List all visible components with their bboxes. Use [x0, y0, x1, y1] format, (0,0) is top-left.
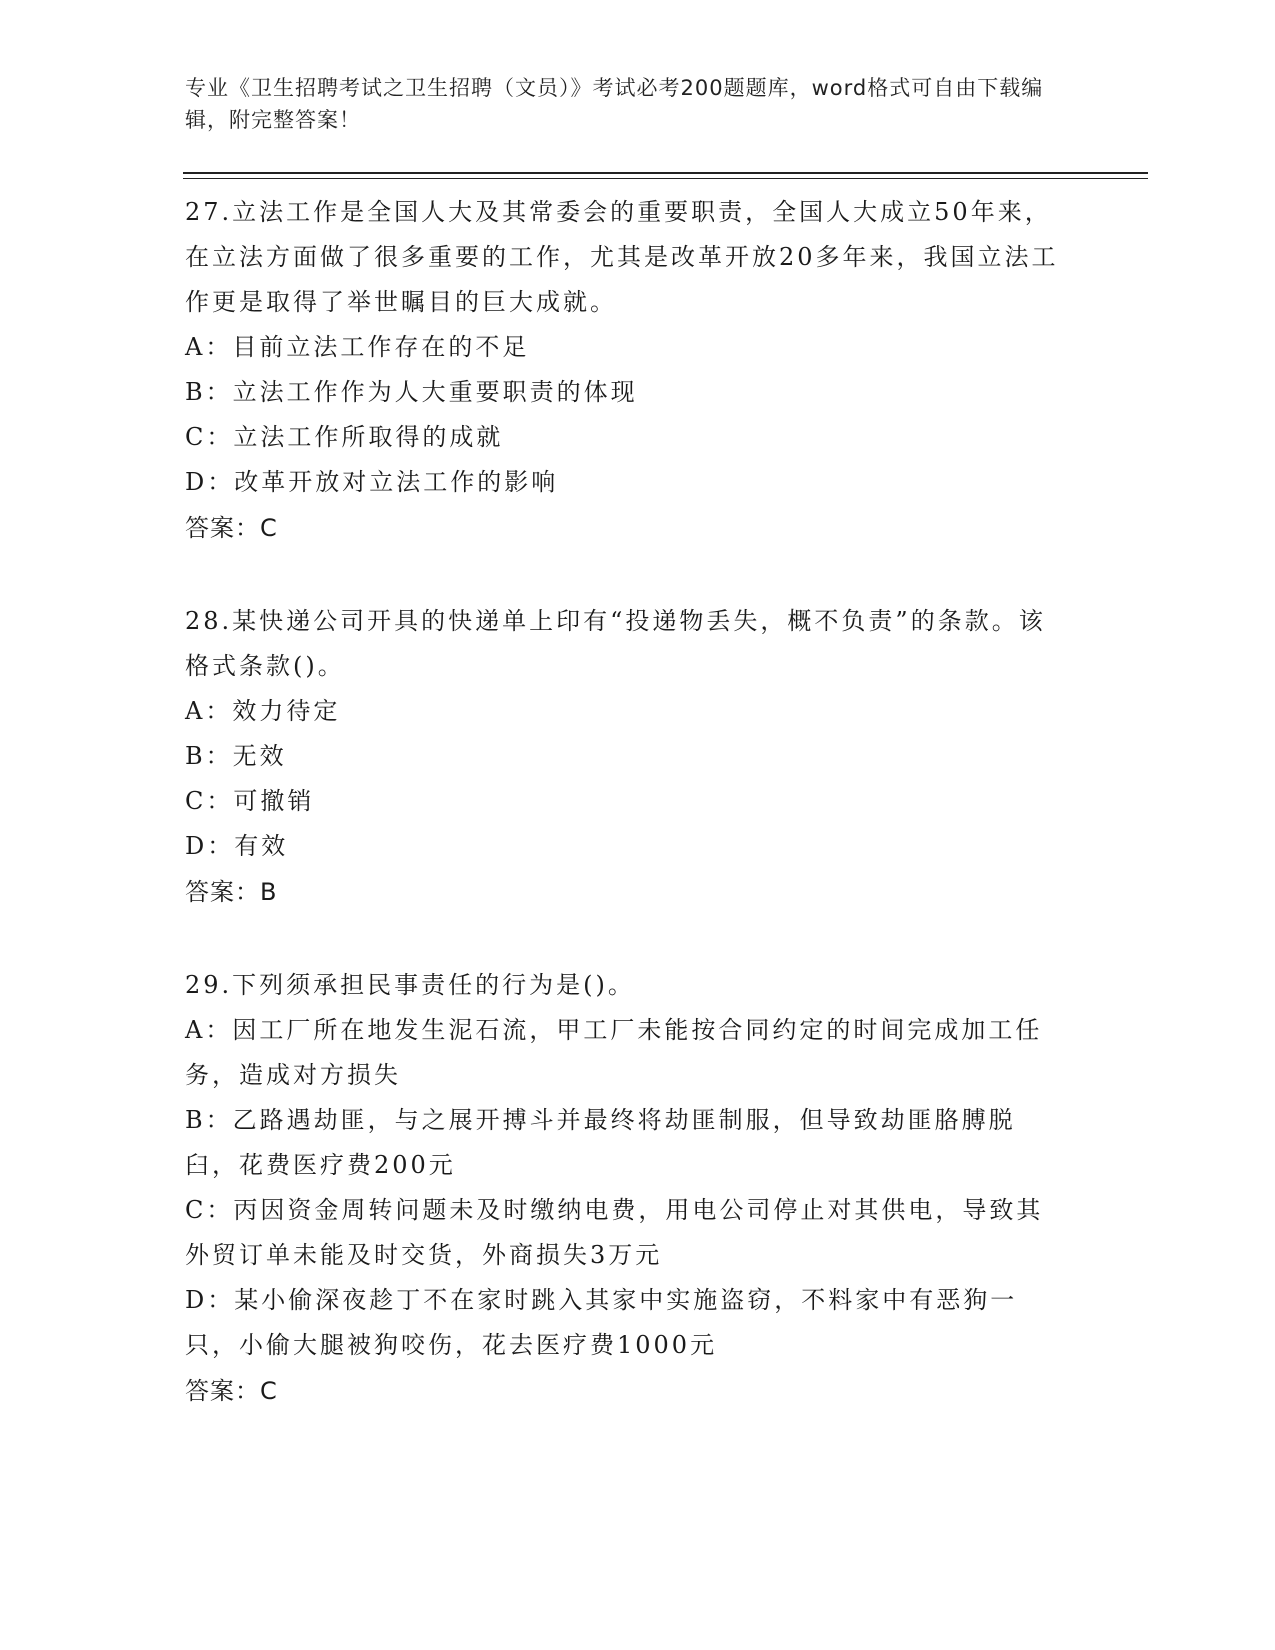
- question-stem: 29.下列须承担民事责任的行为是()。: [185, 971, 635, 999]
- option-c: C：立法工作所取得的成就: [185, 423, 504, 451]
- question-list: [185, 190, 1065, 1414]
- option-a: A：因工厂所在地发生泥石流，甲工厂未能按合同约定的时间完成加工任务，造成对方损失: [185, 1016, 1043, 1089]
- option-d: D：改革开放对立法工作的影响: [185, 468, 559, 496]
- question-27: [185, 190, 1065, 551]
- option-b: B：立法工作作为人大重要职责的体现: [185, 378, 638, 406]
- option-b: B：无效: [185, 742, 287, 770]
- document-header-intro: 专业《卫生招聘考试之卫生招聘（文员）》考试必考200题题库，word格式可自由下载编辑，附完整答案！: [185, 76, 1044, 132]
- option-a: A：目前立法工作存在的不足: [185, 333, 530, 361]
- option-b: B：乙路遇劫匪，与之展开搏斗并最终将劫匪制服，但导致劫匪胳膊脱臼，花费医疗费200元: [185, 1106, 1016, 1179]
- option-d: D：有效: [185, 832, 289, 860]
- answer-line: 答案：C: [185, 1377, 278, 1405]
- answer-line: 答案：C: [185, 514, 278, 542]
- question-stem: 27.立法工作是全国人大及其常委会的重要职责，全国人大成立50年来，在立法方面做了很多重要的工作，尤其是改革开放20多年来，我国立法工作更是取得了举世瞩目的巨大成就。: [185, 198, 1059, 316]
- question-stem: 28.某快递公司开具的快递单上印有“投递物丢失，概不负责”的条款。该格式条款()。: [185, 607, 1046, 680]
- header-divider-thin: [183, 178, 1148, 179]
- question-29: [185, 963, 1065, 1414]
- question-spacer: [185, 551, 1065, 599]
- option-c: C：丙因资金周转问题未及时缴纳电费，用电公司停止对其供电，导致其外贸订单未能及时交货，外商损失3万元: [185, 1196, 1044, 1269]
- answer-line: 答案：B: [185, 878, 278, 906]
- option-d: D：某小偷深夜趁丁不在家时跳入其家中实施盗窃，不料家中有恶狗一只，小偷大腿被狗咬伤，花去医疗费1000元: [185, 1286, 1018, 1359]
- question-28: [185, 599, 1065, 915]
- option-a: A：效力待定: [185, 697, 341, 725]
- question-spacer: [185, 915, 1065, 963]
- option-c: C：可撤销: [185, 787, 315, 815]
- header-divider-thick: [183, 172, 1148, 174]
